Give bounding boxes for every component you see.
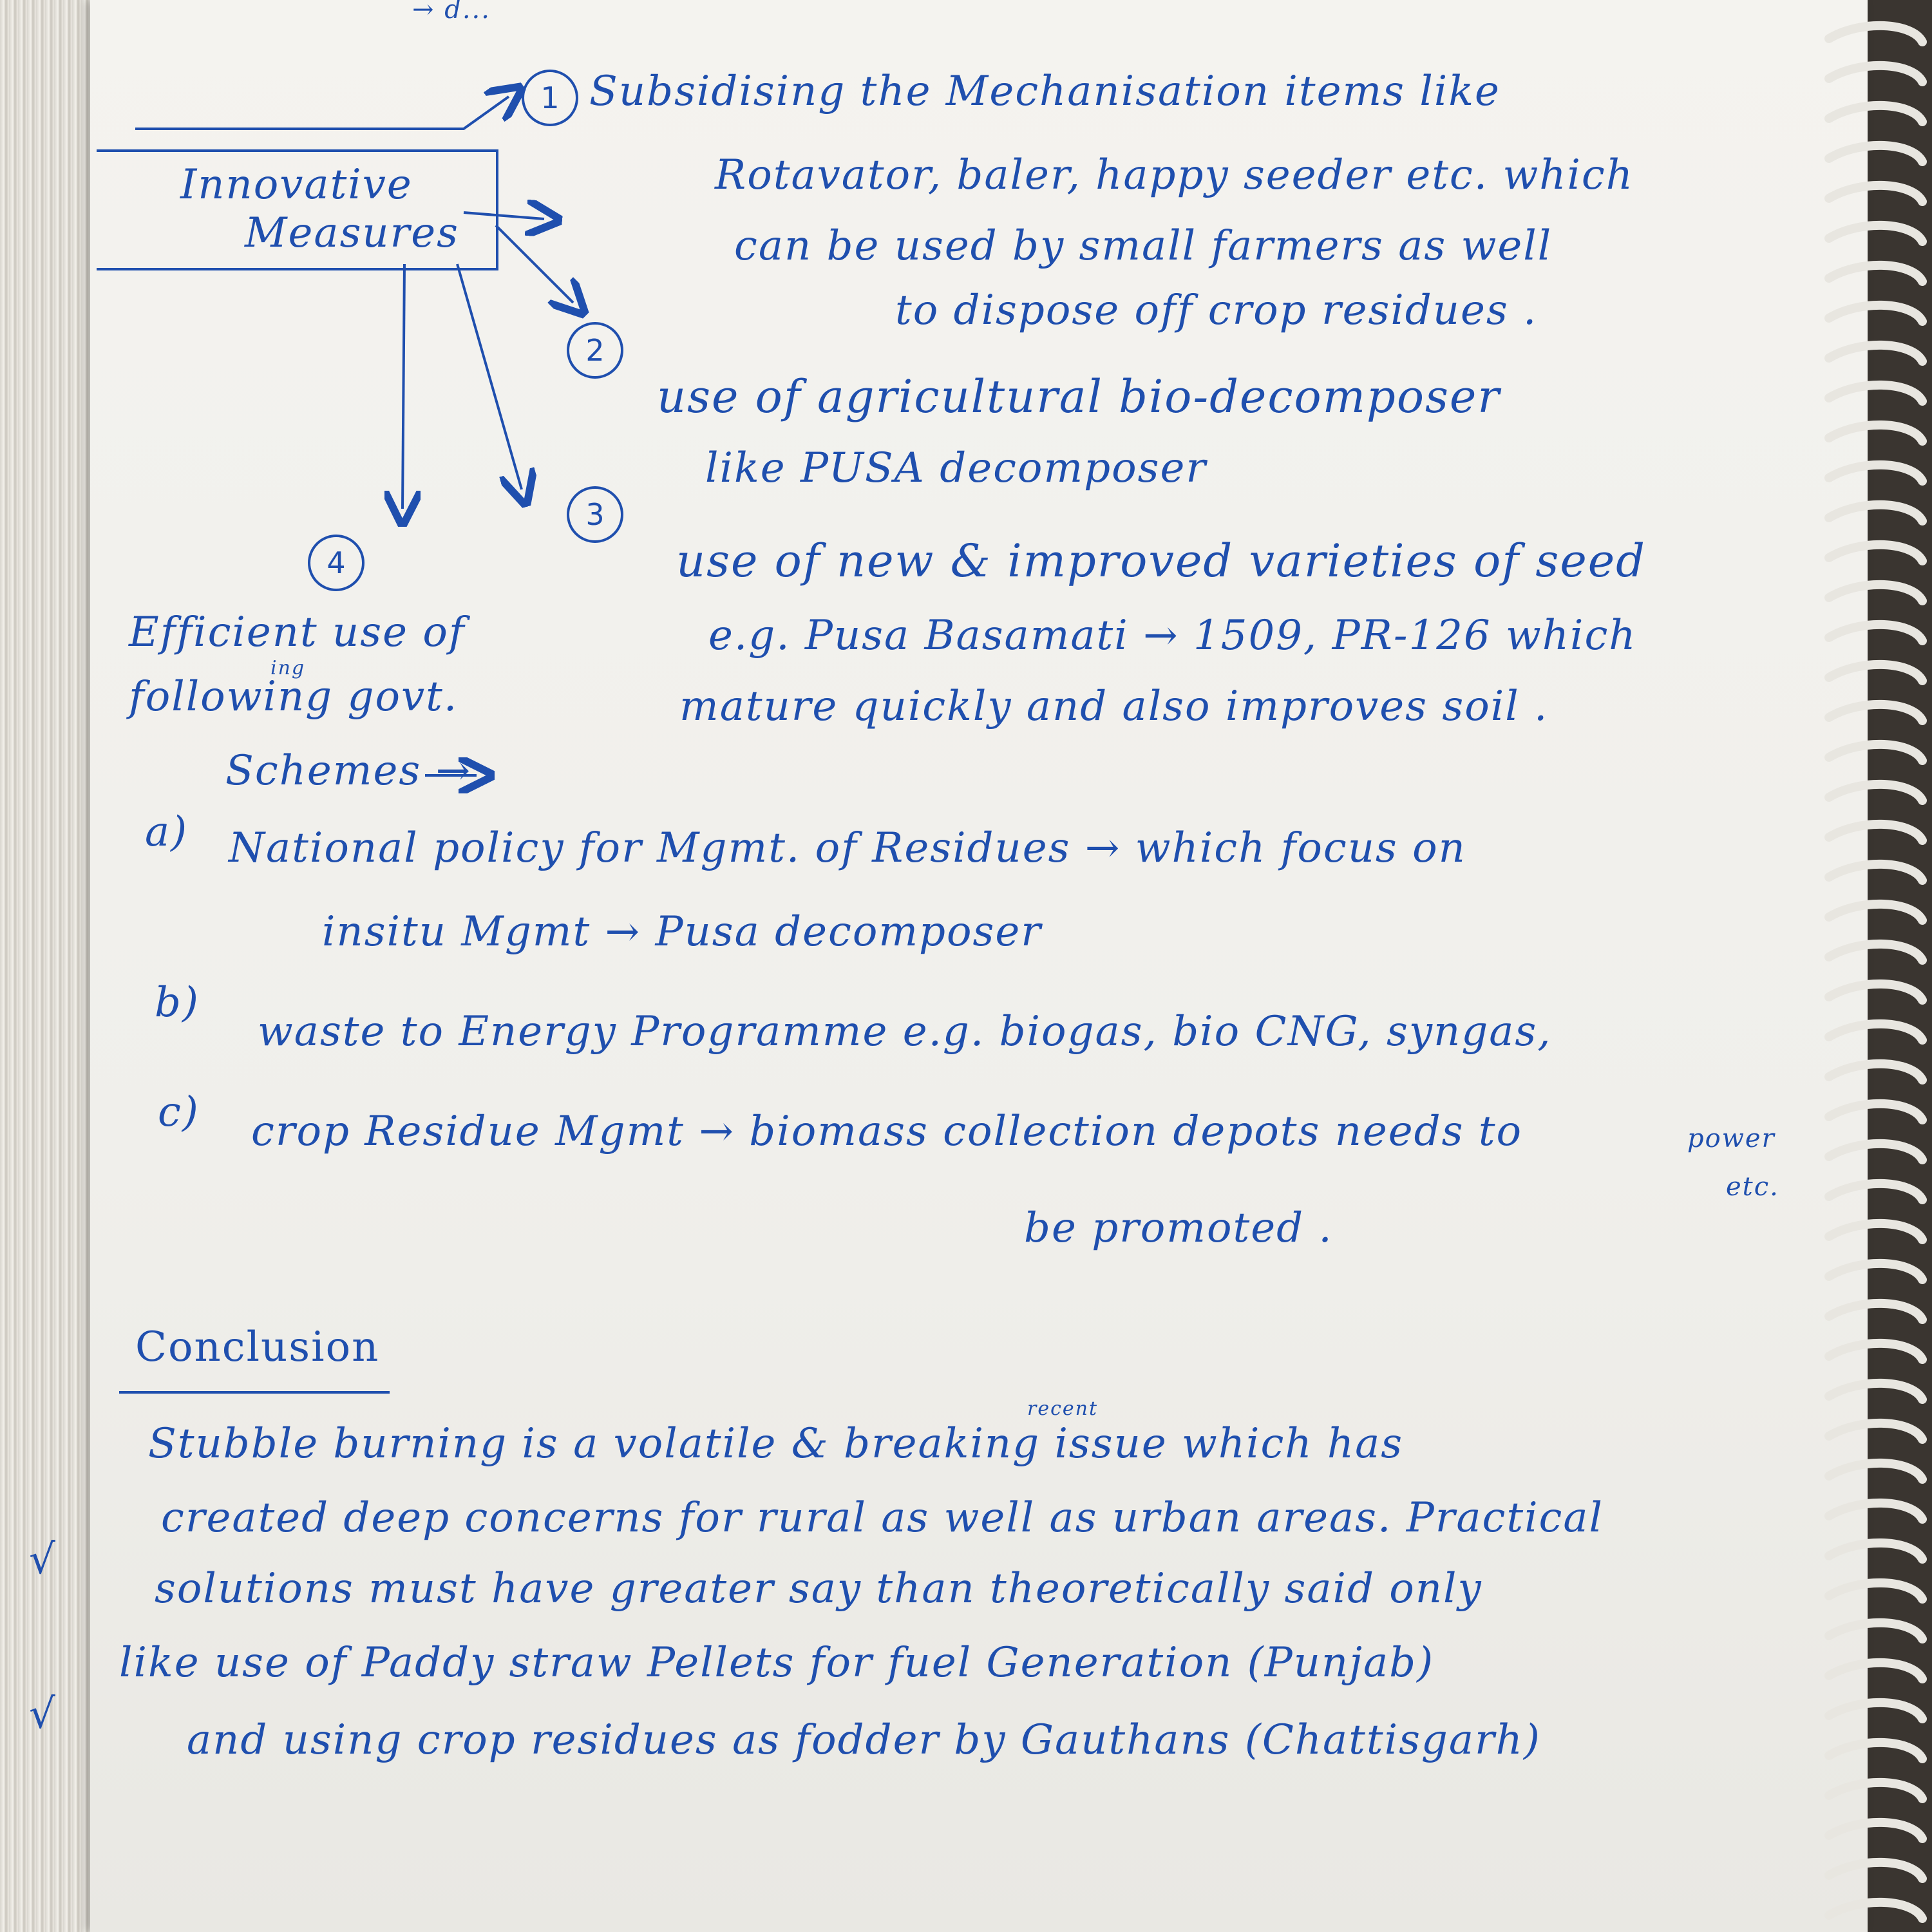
point-4-insert: ing — [270, 657, 306, 679]
scheme-b-extra-power: power — [1687, 1124, 1776, 1153]
conclusion-line-4: like use of Paddy straw Pellets for fuel Generation (Punjab) — [119, 1639, 1435, 1687]
header-fragment: → d... — [412, 0, 491, 24]
scheme-b-line-1: waste to Energy Programme e.g. biogas, bio CNG, syngas, — [258, 1008, 1552, 1056]
point-3-number: 3 — [567, 486, 623, 543]
arrow-to-point-4 — [402, 264, 404, 509]
margin-tick-1: √ — [29, 1536, 55, 1584]
point-2-line-1: use of agricultural bio-decomposer — [657, 370, 1501, 423]
arrow-to-point-1 — [135, 97, 509, 129]
point-1-number: 1 — [522, 70, 578, 126]
point-2-number: 2 — [567, 322, 623, 379]
conclusion-line-5: and using crop residues as fodder by Gauthans (Chattisgarh) — [187, 1716, 1541, 1764]
scheme-a-line-1: National policy for Mgmt. of Residues → which focus on — [229, 824, 1466, 872]
conclusion-line-1: Stubble burning is a volatile & breaking issue which has — [148, 1420, 1404, 1468]
box-label-line-1: Innovative — [180, 161, 413, 209]
scheme-c-label: c) — [158, 1088, 200, 1136]
point-4-line-1: Efficient use of — [129, 609, 466, 656]
conclusion-underline — [119, 1391, 390, 1394]
scheme-b-extra-etc: etc. — [1726, 1172, 1779, 1202]
point-3-line-2: e.g. Pusa Basamati → 1509, PR-126 which — [708, 612, 1637, 659]
conclusion-line-2: created deep concerns for rural as well as urban areas. Practical — [161, 1494, 1604, 1542]
scheme-b-label: b) — [155, 979, 200, 1027]
box-label-line-2: Measures — [245, 209, 459, 257]
arrow-to-point-3 — [457, 264, 522, 489]
conclusion-heading: Conclusion — [135, 1323, 380, 1371]
margin-tick-2: √ — [29, 1690, 55, 1738]
point-1-line-1: Subsidising the Mechanisation items like — [589, 68, 1501, 115]
point-1-line-2: Rotavator, baler, happy seeder etc. which — [715, 151, 1634, 199]
point-1-line-3: can be used by small farmers as well — [734, 222, 1553, 270]
arrow-to-point-2 — [496, 225, 573, 303]
scheme-c-line-2: be promoted . — [1024, 1204, 1333, 1252]
conclusion-line-3: solutions must have greater say than theoretically said only — [155, 1565, 1482, 1613]
point-4-line-3: Schemes → — [225, 747, 472, 795]
point-3-line-1: use of new & improved varieties of seed — [676, 535, 1646, 587]
scheme-a-line-2: insitu Mgmt → Pusa decomposer — [322, 908, 1042, 956]
scheme-a-label: a) — [145, 808, 189, 856]
scheme-c-line-1: crop Residue Mgmt → biomass collection depots needs to — [251, 1108, 1523, 1155]
point-4-number: 4 — [308, 535, 365, 591]
conclusion-insert: recent — [1027, 1397, 1099, 1420]
point-1-line-4: to dispose off crop residues . — [895, 287, 1538, 334]
point-4-line-2: following govt. — [129, 673, 459, 721]
point-2-line-2: like PUSA decomposer — [705, 444, 1207, 492]
point-3-line-3: mature quickly and also improves soil . — [679, 683, 1549, 730]
